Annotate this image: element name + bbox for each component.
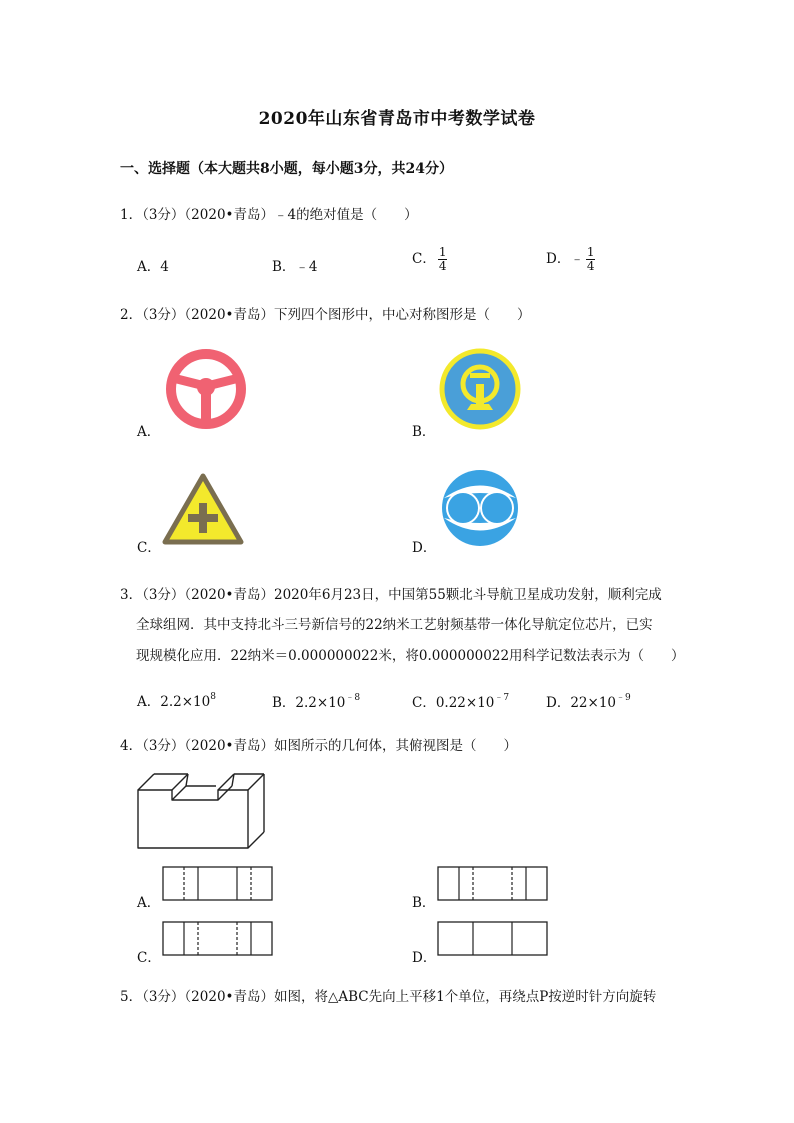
fraction-numerator: 1 bbox=[586, 245, 595, 259]
q1-option-c-prefix: C． bbox=[412, 251, 436, 267]
q4-option-c-figure bbox=[162, 921, 274, 957]
fraction-numerator: 1 bbox=[438, 245, 447, 259]
fraction-denominator: 4 bbox=[586, 259, 595, 273]
q1-option-d-fraction bbox=[586, 246, 596, 273]
q3-option-c-base: C．0.22×10 bbox=[412, 695, 495, 711]
q2-option-c: C． bbox=[137, 540, 161, 556]
q3-option-d-base: D．22×10 bbox=[546, 695, 616, 711]
q3-option-b bbox=[272, 690, 360, 711]
solid-figure bbox=[136, 772, 266, 850]
q3-option-b-base: B．2.2×10 bbox=[272, 695, 346, 711]
question-4-stem: 4．（3分）（2020•青岛）如图所示的几何体，其俯视图是（ ） bbox=[120, 738, 517, 754]
q2-option-d: D． bbox=[412, 540, 437, 556]
q1-option-a: A．4 bbox=[137, 259, 169, 275]
q1-option-b: B．﹣4 bbox=[272, 259, 318, 275]
q4-option-a-figure bbox=[162, 866, 274, 902]
question-2-stem: 2．（3分）（2020•青岛）下列四个图形中，中心对称图形是（ ） bbox=[120, 307, 531, 323]
question-1-stem: 1．（3分）（2020•青岛）﹣4的绝对值是（ ） bbox=[120, 207, 418, 223]
q1-option-d-prefix: D．﹣ bbox=[546, 251, 584, 267]
question-3-line-1: 3．（3分）（2020•青岛）2020年6月23日，中国第55颗北斗导航卫星成功发射，顺利完成 bbox=[120, 587, 662, 603]
q2-option-b: B． bbox=[412, 424, 436, 440]
railway-logo-figure bbox=[439, 348, 521, 430]
q4-option-b: B． bbox=[412, 895, 436, 911]
q3-option-a-exponent: 8 bbox=[210, 692, 216, 702]
q1-option-c bbox=[412, 246, 447, 273]
section-heading: 一、选择题（本大题共8小题，每小题3分，共24分） bbox=[120, 161, 453, 177]
q1-option-c-fraction bbox=[438, 246, 448, 273]
question-5-stem: 5．（3分）（2020•青岛）如图，将△ABC先向上平移1个单位，再绕点P按逆时针方向旋转 bbox=[120, 989, 657, 1005]
q3-option-c bbox=[412, 690, 509, 711]
q3-option-d bbox=[546, 690, 631, 711]
circle-logo-figure bbox=[440, 468, 520, 548]
q1-option-d bbox=[546, 246, 595, 273]
q3-option-c-exponent: ﹣7 bbox=[494, 693, 510, 703]
question-3-line-3: 现规模化应用．22纳米＝0.000000022米，将0.000000022用科学记数法表示为（ ） bbox=[136, 648, 685, 664]
q4-option-b-figure bbox=[437, 866, 549, 902]
q4-option-c: C． bbox=[137, 950, 161, 966]
warning-triangle-figure bbox=[162, 473, 244, 545]
q3-option-a bbox=[137, 690, 216, 710]
page-title: 2020年山东省青岛市中考数学试卷 bbox=[258, 109, 536, 129]
q2-option-a: A． bbox=[137, 424, 161, 440]
steering-wheel-figure bbox=[165, 348, 247, 430]
q4-option-d-figure bbox=[437, 921, 549, 957]
fraction-denominator: 4 bbox=[438, 259, 447, 273]
question-3-line-2: 全球组网．其中支持北斗三号新信号的22纳米工艺射频基带一体化导航定位芯片，已实 bbox=[136, 617, 653, 633]
q3-option-a-base: A．2.2×10 bbox=[137, 694, 211, 710]
q3-option-b-exponent: ﹣8 bbox=[345, 693, 361, 703]
q4-option-d: D． bbox=[412, 950, 437, 966]
q3-option-d-exponent: ﹣9 bbox=[616, 693, 631, 703]
q4-option-a: A． bbox=[137, 895, 161, 911]
